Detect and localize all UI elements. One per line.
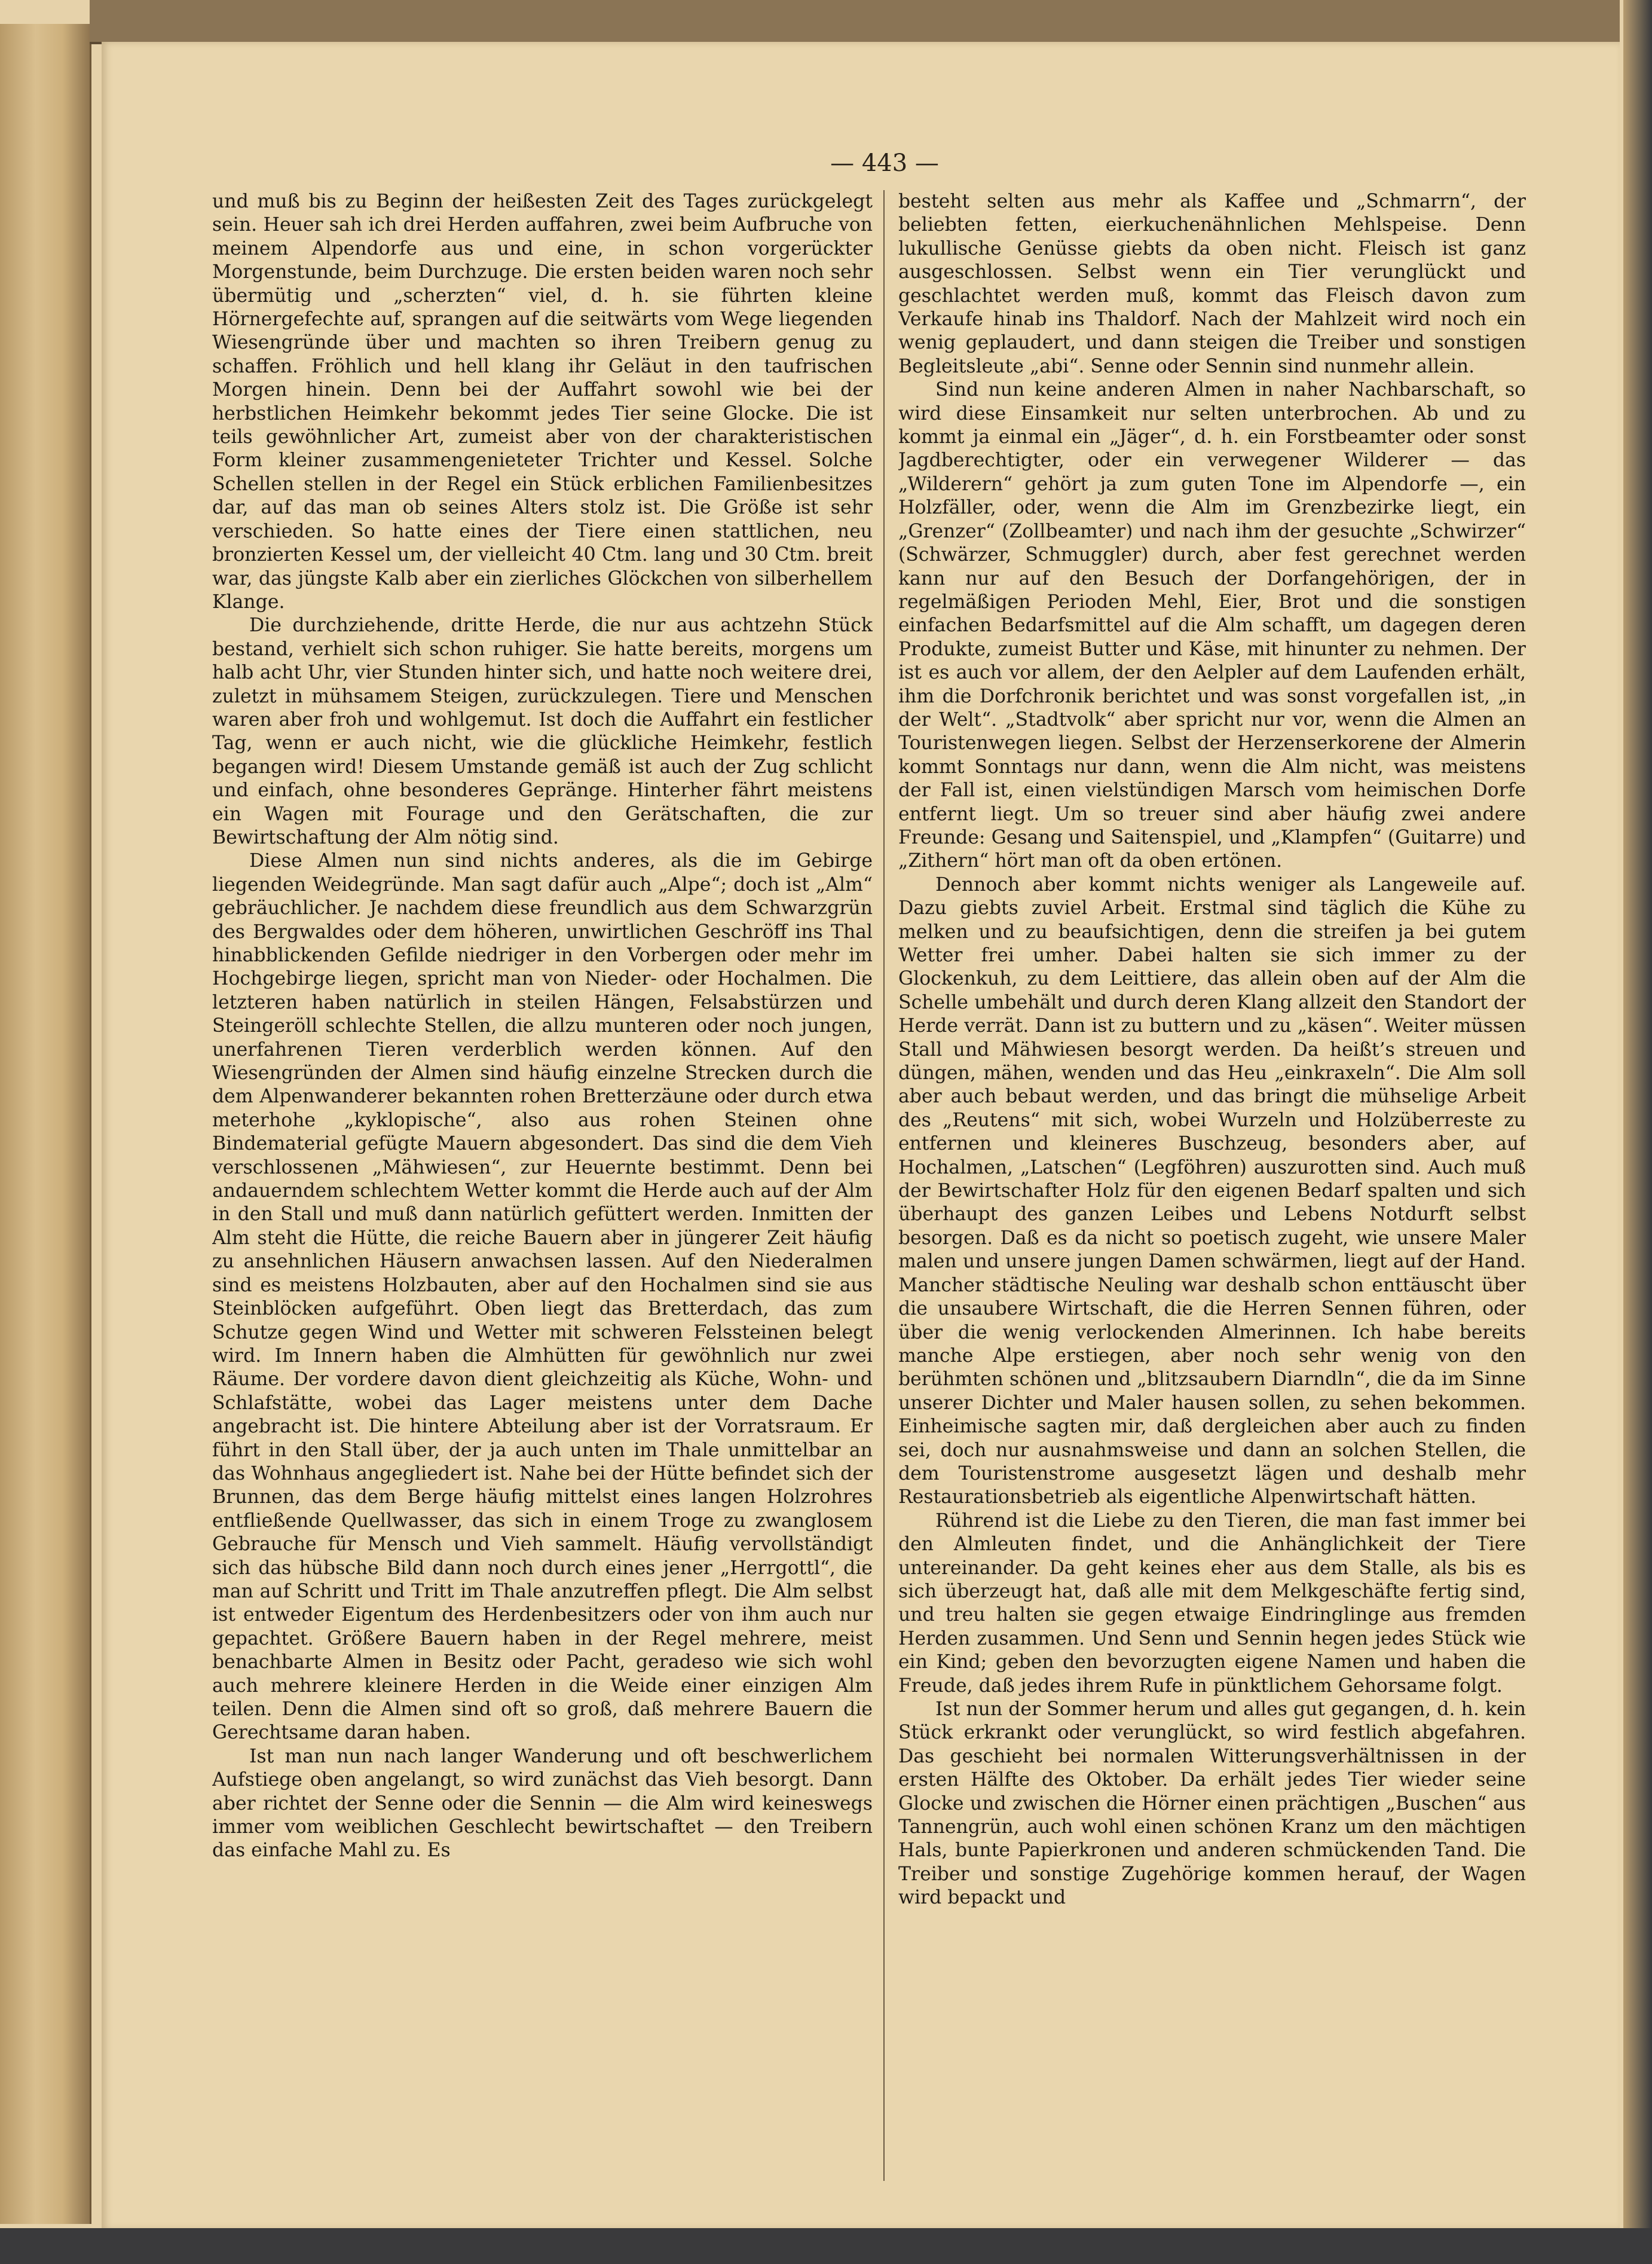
- paragraph: Die durchziehende, dritte Herde, die nur aus achtzehn Stück bestand, verhielt sich schon ruhiger. Sie hatte bereits, morgens um halb acht Uhr, vier Stunden hinter sich, und hatte noch weitere drei, zuletzt in mühsamem Steigen, zurückzulegen. Tiere und Menschen waren aber froh und wohlgemut. Ist doch die Auffahrt ein festlicher Tag, wenn er auch nicht, wie die glückliche Heimkehr, festlich begangen wird! Diesem Umstande gemäß ist auch der Zug schlicht und einfach, ohne besonderes Gepränge. Hinterher fährt meistens ein Wagen mit Fourage und den Gerätschaften, die zur Bewirtschaftung der Alm nötig sind.: [212, 615, 873, 848]
- page-number: — 443 —: [830, 149, 939, 177]
- paragraph: Ist man nun nach langer Wanderung und oft beschwerlichem Aufstiege oben angelangt, so wird zunächst das Vieh besorgt. Dann aber richtet der Senne oder die Sennin — die Alm wird keineswegs immer vom weiblichen Geschlecht bewirtschaftet — den Treibern das einfache Mahl zu. Es: [212, 1745, 873, 1862]
- left-column: [212, 190, 873, 2193]
- scan-bottom-edge: [0, 2228, 1652, 2264]
- book-gutter: [0, 24, 91, 2224]
- paragraph: Ist nun der Sommer herum und alles gut gegangen, d. h. kein Stück erkrankt oder verunglückt, so wird festlich abgefahren. Das geschieht bei normalen Witterungsverhältnissen in der ersten Hälfte des Oktober. Da erhält jedes Tier wieder seine Glocke und zwischen die Hörner einen prächtigen „Buschen“ aus Tannengrün, auch wohl einen schönen Kranz um den mächtigen Hals, bunte Papierkronen und anderen schmückenden Tand. Die Treiber und sonstige Zugehörige kommen herauf, der Wagen wird bepackt und: [898, 1698, 1526, 1909]
- right-column: [898, 190, 1526, 2193]
- paragraph: Rührend ist die Liebe zu den Tieren, die man fast immer bei den Almleuten findet, und die Anhänglichkeit der Tiere untereinander. Da geht keines eher aus dem Stalle, als bis es sich überzeugt hat, daß alle mit dem Melkgeschäfte fertig sind, und treu halten sie gegen etwaige Eindringlinge aus fremden Herden zusammen. Und Senn und Sennin hegen jedes Stück wie ein Kind; geben den bevorzugten eigene Namen und haben die Freude, daß jedes ihrem Rufe in pünktlichem Gehorsame folgt.: [898, 1510, 1526, 1697]
- scan-top-edge: [90, 0, 1620, 44]
- paragraph: Sind nun keine anderen Almen in naher Nachbarschaft, so wird diese Einsamkeit nur selten unterbrochen. Ab und zu kommt ja einmal ein „Jäger“, d. h. ein Forstbeamter oder sonst Jagdberechtigter, oder ein verwegener Wilderer — das „Wilderern“ gehört ja zum guten Tone im Alpendorfe —, ein Holzfäller, oder, wenn die Alm im Grenzbezirke liegt, ein „Grenzer“ (Zollbeamter) und nach ihm der gesuchte „Schwirzer“ (Schwärzer, Schmuggler) durch, aber fest gerechnet werden kann nur auf den Besuch der Dorfangehörigen, der in regelmäßigen Perioden Mehl, Eier, Brot und die sonstigen einfachen Bedarfsmittel auf die Alm schafft, um dagegen deren Produkte, zumeist Butter und Käse, mit hinunter zu nehmen. Der ist es auch vor allem, der den Aelpler auf dem Laufenden erhält, ihm die Dorfchronik berichtet und was sonst vorgefallen ist, „in der Welt“. „Stadtvolk“ aber spricht nur vor, wenn die Almen an Touristenwegen liegen. Selbst der Herzenserkorene der Almerin kommt Sonntags nur dann, wenn die Alm nicht, was meistens der Fall ist, einen vielstündigen Marsch vom heimischen Dorfe entfernt liegt. Um so treuer sind aber häufig zwei andere Freunde: Gesang und Saitenspiel, und „Klampfen“ (Guitarre) und „Zithern“ hört man oft da oben ertönen.: [898, 379, 1526, 872]
- column-divider: [883, 190, 885, 2181]
- paragraph: Diese Almen nun sind nichts anderes, als die im Gebirge liegenden Weidegründe. Man sagt dafür auch „Alpe“; doch ist „Alm“ gebräuchlicher. Je nachdem diese freundlich aus dem Schwarzgrün des Bergwaldes oder dem höheren, unwirtlichen Geschröff ins Thal hinabblickenden Gefilde niedriger in den Vorbergen oder mehr im Hochgebirge liegen, spricht man von Nieder- oder Hochalmen. Die letzteren haben natürlich in steilen Hängen, Felsabstürzen und Steingeröll schlechte Stellen, die allzu munteren oder noch jungen, unerfahrenen Tieren verderblich werden können. Auf den Wiesengründen der Almen sind häufig einzelne Strecken durch die dem Alpenwanderer bekannten rohen Bretterzäune oder durch etwa meterhohe „kyklopische“, also aus rohen Steinen ohne Bindematerial gefügte Mauern abgesondert. Das sind die dem Vieh verschlossenen „Mähwiesen“, zur Heuernte bestimmt. Denn bei andauerndem schlechtem Wetter kommt die Herde auch auf der Alm in den Stall und muß dann natürlich gefüttert werden. Inmitten der Alm steht die Hütte, die reiche Bauern aber in jüngerer Zeit häufig zu ansehnlichen Häusern anwachsen lassen. Auf den Niederalmen sind es meistens Holzbauten, aber auf den Hochalmen sind sie aus Steinblöcken aufgeführt. Oben liegt das Bretterdach, das zum Schutze gegen Wind und Wetter mit schweren Felssteinen belegt wird. Im Innern haben die Almhütten für gewöhnlich nur zwei Räume. Der vordere davon dient gleichzeitig als Küche, Wohn- und Schlafstätte, wobei das Lager meistens unter dem Dache angebracht ist. Die hintere Abteilung aber ist der Vorratsraum. Er führt in den Stall über, der ja auch unten im Thale unmittelbar an das Wohnhaus angegliedert ist. Nahe bei der Hütte befindet sich der Brunnen, das dem Berge häufig mittelst eines langen Holzrohres entfließende Quellwasser, das sich in einem Troge zu zwanglosem Gebrauche für Mensch und Vieh sammelt. Häufig vervollständigt sich das hübsche Bild dann noch durch eines jener „Herrgottl“, die man auf Schritt und Tritt im Thale anzutreffen pflegt. Die Alm selbst ist entweder Eigentum des Herdenbesitzers oder von ihm auch nur gepachtet. Größere Bauern haben in der Regel mehrere, meist benachbarte Almen in Besitz oder Pacht, geradeso wie sich wohl auch mehrere kleinere Herden in die Weide einer einzigen Alm teilen. Denn die Almen sind oft so groß, daß mehrere Bauern die Gerechtsame daran haben.: [212, 850, 873, 1744]
- scan-right-edge: [1623, 0, 1652, 2264]
- paragraph: und muß bis zu Beginn der heißesten Zeit des Tages zurückgelegt sein. Heuer sah ich drei Herden auffahren, zwei beim Aufbruche von meinem Alpendorfe aus und eine, in schon vorgerückter Morgenstunde, beim Durchzuge. Die ersten beiden waren noch sehr übermütig und „scherzten“ viel, d. h. sie führten kleine Hörnergefechte auf, sprangen auf die seitwärts vom Wege liegenden Wiesengründe über und machten so ihren Treibern genug zu schaffen. Fröhlich und hell klang ihr Geläut in den taufrischen Morgen hinein. Denn bei der Auffahrt sowohl wie bei der herbstlichen Heimkehr bekommt jedes Tier seine Glocke. Die ist teils gewöhnlicher Art, zumeist aber von der charakteristischen Form kleiner zusammengenieteter Trichter und Kessel. Solche Schellen stellen in der Regel ein Stück erblichen Familienbesitzes dar, auf das man ob seines Alters stolz ist. Die Größe ist sehr verschieden. So hatte eines der Tiere einen stattlichen, neu bronzierten Kessel um, der vielleicht 40 Ctm. lang und 30 Ctm. breit war, das jüngste Kalb aber ein zierliches Glöckchen von silberhellem Klange.: [212, 191, 873, 613]
- paragraph: Dennoch aber kommt nichts weniger als Langeweile auf. Dazu giebts zuviel Arbeit. Erstmal sind täglich die Kühe zu melken und zu beaufsichtigen, denn die streifen ja bei gutem Wetter frei umher. Dabei halten sie sich immer zu der Glockenkuh, zu dem Leittiere, das allein oben auf der Alm die Schelle umbehält und durch deren Klang allzeit den Standort der Herde verrät. Dann ist zu buttern und zu „käsen“. Weiter müssen Stall und Mähwiesen besorgt werden. Da heißt’s streuen und düngen, mähen, wenden und das Heu „einkraxeln“. Die Alm soll aber auch bebaut werden, und das bringt die mühselige Arbeit des „Reutens“ mit sich, wobei Wurzeln und Holzüberreste zu entfernen und kleineres Buschzeug, besonders aber, auf Hochalmen, „Latschen“ (Legföhren) auszurotten sind. Auch muß der Bewirtschafter Holz für den eigenen Bedarf spalten und sich überhaupt des ganzen Leibes und Lebens Notdurft selbst besorgen. Daß es da nicht so poetisch zugeht, wie unsere Maler malen und unsere jungen Damen schwärmen, liegt auf der Hand. Mancher städtische Neuling war deshalb schon enttäuscht über die unsaubere Wirtschaft, die die Herren Sennen führen, oder über die wenig verlockenden Almerinnen. Ich habe bereits manche Alpe erstiegen, aber noch sehr wenig von den berühmten schönen und „blitzsaubern Diarndln“, die da im Sinne unserer Dichter und Maler hausen sollen, zu sehen bekommen. Einheimische sagten mir, daß dergleichen aber auch zu finden sei, doch nur ausnahmsweise und dann an solchen Stellen, die dem Touristenstrome ausgesetzt lägen und deshalb mehr Restaurationsbetrieb als eigentliche Alpenwirtschaft hätten.: [898, 873, 1526, 1508]
- paragraph: besteht selten aus mehr als Kaffee und „Schmarrn“, der beliebten fetten, eierkuchenähnlichen Mehlspeise. Denn lukullische Genüsse giebts da oben nicht. Fleisch ist ganz ausgeschlossen. Selbst wenn ein Tier verunglückt und geschlachtet werden muß, kommt das Fleisch davon zum Verkaufe hinab ins Thaldorf. Nach der Mahlzeit wird noch ein wenig geplaudert, und dann steigen die Treiber und sonstigen Begleitsleute „abi“. Senne oder Sennin sind nunmehr allein.: [898, 191, 1526, 377]
